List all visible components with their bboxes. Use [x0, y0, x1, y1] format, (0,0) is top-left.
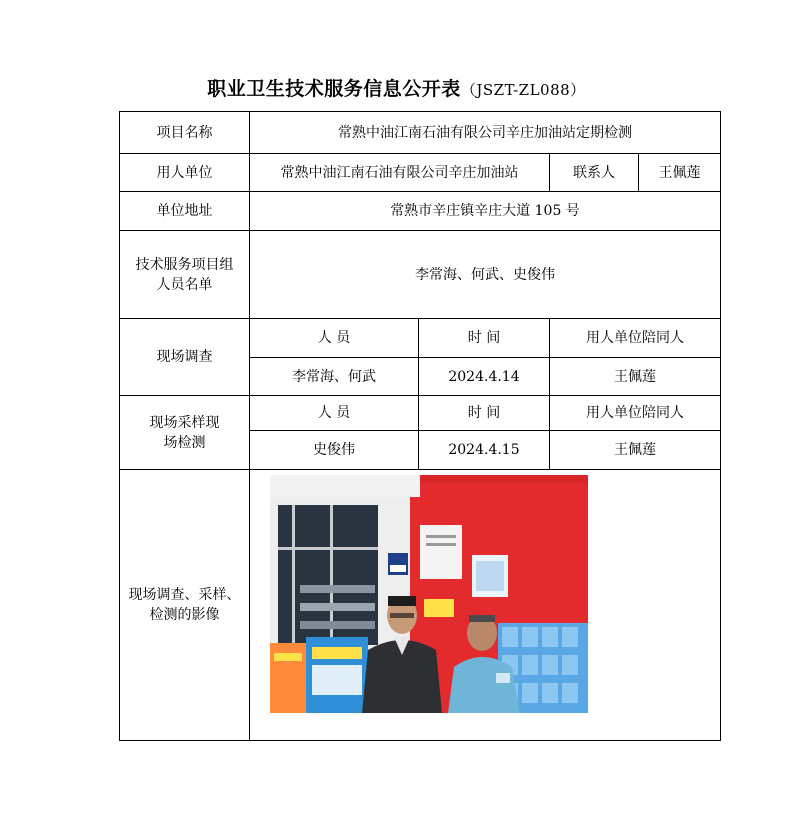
project-name-label: 项目名称	[120, 112, 250, 154]
survey-escort: 王佩莲	[550, 358, 721, 396]
contact-label: 联系人	[550, 154, 639, 192]
sampling-col-escort: 用人单位陪同人	[550, 396, 721, 431]
address-value: 常熟市辛庄镇辛庄大道 105 号	[250, 192, 721, 231]
row-project-name	[120, 112, 721, 154]
sign-yellow	[424, 599, 454, 617]
row-address	[120, 192, 721, 231]
team-value: 李常海、何武、史俊伟	[250, 231, 721, 319]
row-sampling-header	[120, 396, 721, 431]
form-code: （JSZT-ZL088）	[460, 81, 586, 99]
survey-col-person: 人 员	[250, 319, 419, 358]
sampling-label: 现场采样现场检测	[120, 396, 250, 470]
title-text: 职业卫生技术服务信息公开表	[207, 78, 461, 100]
sampling-escort: 王佩莲	[550, 431, 721, 470]
row-survey-header	[120, 319, 721, 358]
employer-label: 用人单位	[120, 154, 250, 192]
project-name-value: 常熟中油江南石油有限公司辛庄加油站定期检测	[250, 112, 721, 154]
canopy-band	[270, 475, 420, 497]
contact-value: 王佩莲	[639, 154, 721, 192]
site-photo	[270, 475, 588, 713]
employer-value: 常熟中油江南石油有限公司辛庄加油站	[250, 154, 550, 192]
team-label: 技术服务项目组人员名单	[120, 231, 250, 319]
survey-col-time: 时 间	[419, 319, 550, 358]
address-label: 单位地址	[120, 192, 250, 231]
survey-label: 现场调查	[120, 319, 250, 396]
image-label: 现场调查、采样、检测的影像	[120, 470, 250, 741]
survey-col-escort: 用人单位陪同人	[550, 319, 721, 358]
row-team	[120, 231, 721, 319]
page-title	[0, 74, 793, 101]
sampling-person: 史俊伟	[250, 431, 419, 470]
notice-board-1	[420, 525, 462, 579]
sampling-col-time: 时 间	[419, 396, 550, 431]
survey-person: 李常海、何武	[250, 358, 419, 396]
survey-time: 2024.4.14	[419, 358, 550, 396]
sampling-time: 2024.4.15	[419, 431, 550, 470]
sampling-col-person: 人 员	[250, 396, 419, 431]
site-photo-illustration	[270, 475, 588, 713]
row-employer	[120, 154, 721, 192]
